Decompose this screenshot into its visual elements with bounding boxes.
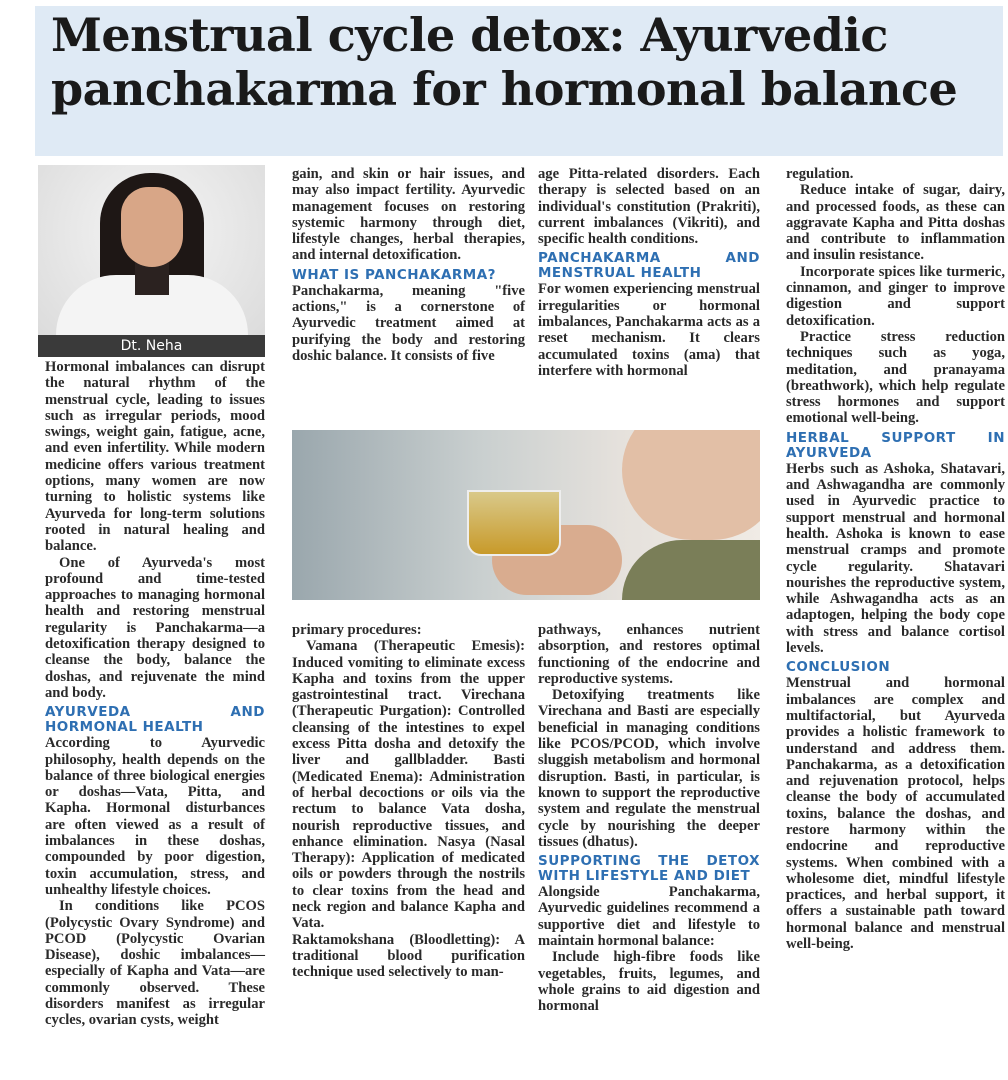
column-1: [45, 359, 265, 1029]
headline: Menstrual cycle detox: Ayurvedic panchakarma for hormonal balance: [51, 8, 958, 116]
paragraph: gain, and skin or hair issues, and may also impact fertility. Ayurvedic management focuses on restoring systemic harmony through diet, lifestyle changes, herbal therapies, and internal detoxification.: [292, 166, 525, 264]
paragraph: Herbs such as Ashoka, Shatavari, and Ashwagandha are commonly used in Ayurvedic practice to support menstrual and hormonal health. Ashoka is known to ease menstrual cramps and promote cycle regularity. Shatavari nourishes the reproductive system, while Ashwagandha acts as an adaptogen, helping the body cope with stress and balance cortisol levels.: [786, 460, 1005, 657]
section-heading: HERBAL SUPPORT IN AYURVEDA: [786, 429, 1005, 461]
section-heading: AYURVEDA AND HORMONAL HEALTH: [45, 704, 265, 736]
column-4: [786, 166, 1005, 952]
paragraph: Practice stress reduction techniques such as yoga, meditation, and pranayama (breathwork), which help regulate stress hormones and support emotional well-being.: [786, 328, 1005, 427]
paragraph: age Pitta-related disorders. Each therapy is selected based on an individual's constitution (Prakriti), current imbalances (Vikriti), and specific health conditions.: [538, 166, 760, 248]
section-heading: PANCHAKARMA AND MENSTRUAL HEALTH: [538, 250, 760, 282]
paragraph: For women experiencing menstrual irregularities or hormonal imbalances, Panchakarma acts as a reset mechanism. It clears accumulated toxins (ama) that interfere with hormonal: [538, 281, 760, 379]
photo-caption: Dt. Neha: [38, 335, 265, 357]
paragraph: According to Ayurvedic philosophy, health depends on the balance of three biological energies or doshas—Vata, Pitta, and Kapha. Hormonal disturbances are often viewed as a result of imbalances in these doshas, compounded by poor digestion, toxin accumulation, stress, and unhealthy lifestyle choices.: [45, 735, 265, 898]
paragraph: primary procedures:: [292, 622, 422, 638]
paragraph: Panchakarma, meaning "five actions," is a cornerstone of Ayurvedic treatment aimed at purifying the body and restoring doshic balance. It consists of five: [292, 282, 525, 364]
herbal-tea-photo: [292, 430, 760, 600]
column-3-top: [538, 166, 760, 379]
paragraph: Detoxifying treatments like Virechana and Basti are especially beneficial in managing conditions like PCOS/PCOD, which involve sluggish metabolism and hormonal disruption. Basti, in particular, is known to support the reproductive system and regulate the menstrual cycle by nourishing the deeper tissues (dhatus).: [538, 687, 760, 850]
paragraph: Alongside Panchakarma, Ayurvedic guidelines recommend a supportive diet and lifestyle to maintain hormonal balance:: [538, 884, 760, 950]
column-3-bottom: [538, 622, 760, 1015]
headline-banner: [35, 6, 1003, 156]
paragraph: One of Ayurveda's most profound and time-tested approaches to managing hormonal health and restoring menstrual regularity is Panchakarma—a detoxification therapy designed to cleanse the body, balance the doshas, and rejuvenate the mind and body.: [45, 554, 265, 701]
section-heading: SUPPORTING THE DETOX WITH LIFESTYLE AND DIET: [538, 853, 760, 885]
paragraph: Reduce intake of sugar, dairy, and processed foods, as these can aggravate Kapha and Pitta doshas and contribute to inflammation and insulin resistance.: [786, 182, 1005, 264]
paragraph: Incorporate spices like turmeric, cinnamon, and ginger to improve digestion and support detoxification.: [786, 263, 1005, 329]
column-2-bottom: [292, 622, 525, 981]
column-2-top: [292, 166, 525, 364]
author-photo: [38, 165, 265, 357]
paragraph: regulation.: [786, 166, 854, 182]
paragraph: Vamana (Therapeutic Emesis): Induced vomiting to eliminate excess Kapha and toxins from the upper gastrointestinal tract. Virechana (Therapeutic Purgation): Controlled cleansing of the intestines to expel excess Pitta dosha and detoxify the liver and gallbladder. Basti (Medicated Enema): Administration of herbal decoctions or oils via the rectum to balance Vata dosha, nourish reproductive tissues, and enhance elimination. Nasya (Nasal Therapy): Application of medicated oils or powders through the nostrils to clear toxins from the head and neck region and balance Kapha and Vata.: [292, 638, 525, 932]
section-heading: CONCLUSION: [786, 659, 891, 676]
paragraph: Include high-fibre foods like vegetables, fruits, legumes, and whole grains to aid digestion and hormonal: [538, 949, 760, 1015]
paragraph: Menstrual and hormonal imbalances are complex and multifactorial, but Ayurveda provides a holistic framework to understand and address them. Panchakarma, as a detoxification and rejuvenation protocol, helps cleanse the body of accumulated toxins, balance the doshas, and restore harmony within the endocrine and reproductive systems. When combined with a wholesome diet, mindful lifestyle practices, and herbal support, it offers a sustainable path toward hormonal balance and menstrual well-being.: [786, 675, 1005, 953]
paragraph: In conditions like PCOS (Polycystic Ovary Syndrome) and PCOD (Polycystic Ovarian Disease), doshic imbalances—especially of Kapha and Vata—are commonly observed. These disorders manifest as irregular cycles, ovarian cysts, weight: [45, 898, 265, 1029]
paragraph: Raktamokshana (Bloodletting): A traditional blood purification technique used selectively to man-: [292, 931, 525, 981]
paragraph: Hormonal imbalances can disrupt the natural rhythm of the menstrual cycle, leading to issues such as irregular periods, mood swings, weight gain, fatigue, acne, and even infertility. While modern medicine offers various treatment options, many women are now turning to holistic systems like Ayurveda for long-term solutions rooted in natural healing and balance.: [45, 359, 265, 555]
paragraph: pathways, enhances nutrient absorption, and restores optimal functioning of the endocrine and reproductive systems.: [538, 622, 760, 687]
section-heading: WHAT IS PANCHAKARMA?: [292, 266, 497, 283]
